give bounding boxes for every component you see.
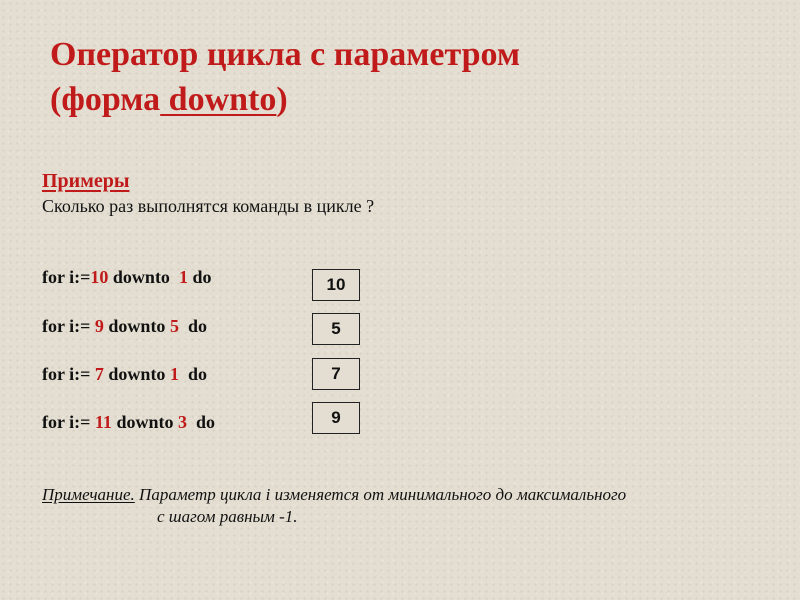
loop-downto: downto	[108, 267, 179, 287]
note-block	[42, 484, 762, 528]
loop-suffix: do	[187, 267, 212, 287]
loop-end-value: 1	[178, 267, 188, 287]
loop-prefix: for i:=	[42, 267, 91, 287]
loop-end-value: 1	[169, 364, 179, 384]
loop-example-2	[42, 316, 207, 337]
loop-start-value: 7	[94, 364, 104, 384]
loop-prefix: for i:=	[42, 316, 95, 336]
note-label: Примечание.	[42, 485, 135, 504]
loop-start-value: 9	[94, 316, 104, 336]
loop-end-value: 5	[169, 316, 179, 336]
loop-example-1	[42, 267, 211, 288]
question-text: Сколько раз выполнятся команды в цикле ?	[42, 196, 375, 216]
examples-heading: Примеры	[42, 170, 130, 192]
loop-prefix: for i:=	[42, 412, 95, 432]
loop-downto: downto	[103, 364, 170, 384]
answer-box-1: 10	[312, 269, 360, 301]
answer-box-3: 7	[312, 358, 360, 390]
title-keyword-downto: downto	[160, 81, 277, 118]
loop-suffix: do	[178, 364, 207, 384]
answer-box-2: 5	[312, 313, 360, 345]
loop-example-3	[42, 364, 207, 385]
loop-suffix: do	[186, 412, 215, 432]
loop-downto: downto	[111, 412, 178, 432]
note-text-1: Параметр цикла i изменяется от минимального до максимального	[134, 485, 627, 504]
title-line-1: Оператор цикла с параметром	[50, 36, 521, 73]
note-text-2: с шагом равным -1.	[157, 507, 298, 526]
title-line-2	[50, 77, 520, 122]
loop-suffix: do	[178, 316, 207, 336]
loop-downto: downto	[103, 316, 170, 336]
loop-end-value: 3	[177, 412, 187, 432]
loop-start-value: 10	[90, 267, 109, 287]
title-line-2-prefix: (форма	[50, 81, 161, 118]
loop-example-4	[42, 412, 215, 433]
answer-box-4: 9	[312, 402, 360, 434]
loop-prefix: for i:=	[42, 364, 95, 384]
loop-start-value: 11	[94, 412, 112, 432]
title-line-2-suffix: )	[276, 81, 288, 118]
slide-title	[50, 32, 520, 122]
